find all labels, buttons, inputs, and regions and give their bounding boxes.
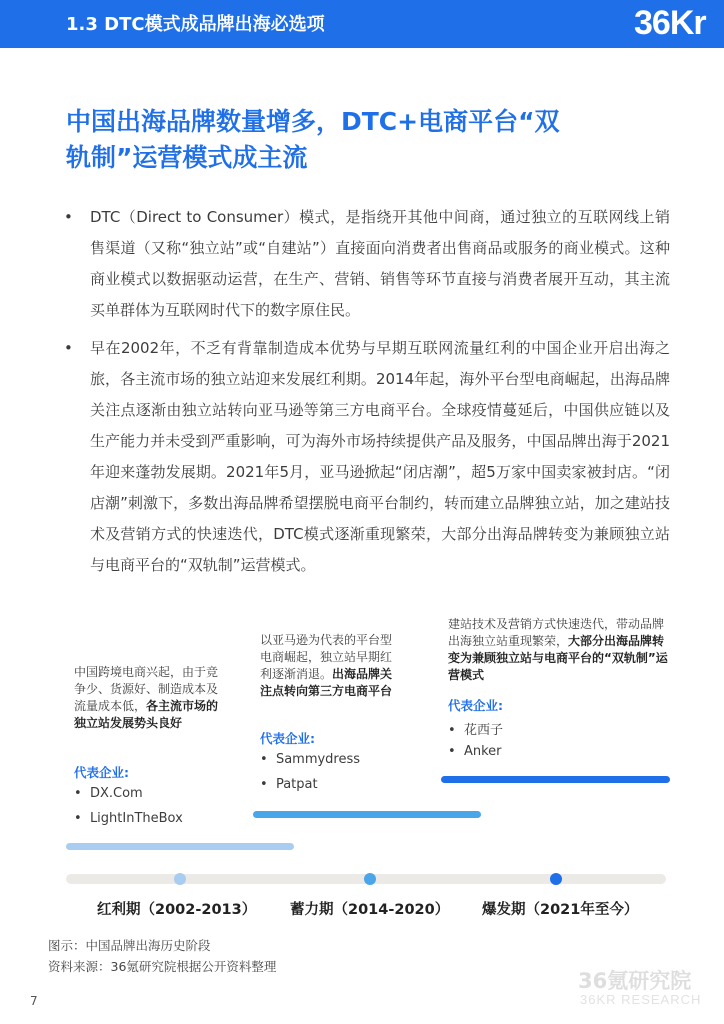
source-caption: 资料来源：36氪研究院根据公开资料整理 xyxy=(48,959,277,974)
phase-2-desc-normal: 以亚马逊为代表的平台型电商崛起，独立站早期红利逐渐消退。 xyxy=(260,633,393,681)
figure-caption: 图示：中国品牌出海历史阶段 xyxy=(48,938,211,953)
phase-1-dot xyxy=(174,873,186,885)
bullet-paragraph-dtc xyxy=(66,202,670,326)
headline-line-1: 中国出海品牌数量增多，DTC+电商平台“双 xyxy=(66,107,560,136)
phase-3-dot xyxy=(550,873,562,885)
phase-2-company-1: • Sammydress xyxy=(260,752,361,767)
phase-3-desc-normal: 建站技术及营销方式快速迭代，带动品牌出海独立站重现繁荣， xyxy=(448,617,665,648)
phase-1-company-1: • DX.Com xyxy=(74,786,143,801)
phase-1-rep-label: 代表企业: xyxy=(74,765,129,780)
phase-2-description xyxy=(260,632,400,700)
phase-3-company-1: • 花西子 xyxy=(448,723,503,738)
bullet-dot: • xyxy=(64,339,73,357)
bullet-text: 早在2002年，不乏有背靠制造成本优势与早期互联网流量红利的中国企业开启出海之旅，各主流市场的独立站迎来发展红利期。2014年起，海外平台型电商崛起，出海品牌关注点逐渐由独立站转向亚马逊等第三方电商平台。全球疫情蔓延后，中国供应链以及生产能力并未受到严重影响，可为海外市场持续提供产品及服务，中国品牌出海于2021年迎来蓬勃发展期。2021年5月，亚马逊掀起“闭店潮”，超5万家中国卖家被封店。“闭店潮”刺激下，多数出海品牌希望摆脱电商平台制约，转而建立品牌独立站，加之建站技术及营销方式的快速迭代，DTC模式逐渐重现繁荣，大部分出海品牌转变为兼顾独立站与电商平台的“双轨制”运营模式。 xyxy=(90,339,670,574)
phase-2-desc-bold: 出海品牌关注点转向第三方电商平台 xyxy=(260,667,393,698)
phase-2-company-2: • Patpat xyxy=(260,777,318,792)
bullet-text: DTC（Direct to Consumer）模式，是指绕开其他中间商，通过独立的互联网线上销售渠道（又称“独立站”或“自建站”）直接面向消费者出售商品或服务的商业模式。这种商业模式以数据驱动运营，在生产、营销、销售等环节直接与消费者展开互动，其主流买单群体为互联网时代下的数字原住民。 xyxy=(90,208,670,319)
phase-3-desc-bold: 大部分出海品牌转变为兼顾独立站与电商平台的“双轨制”运营模式 xyxy=(448,634,668,682)
phase-2-bar xyxy=(253,811,481,818)
bullet-paragraph-history xyxy=(66,333,670,581)
phase-1-period: 红利期（2002-2013） xyxy=(97,902,257,918)
phase-2-dot xyxy=(364,873,376,885)
phase-3-period: 爆发期（2021年至今） xyxy=(482,902,639,918)
watermark-cn: 36氪研究院 xyxy=(578,969,692,993)
logo-text: 36Kr xyxy=(634,4,706,42)
phase-1-desc-normal: 中国跨境电商兴起，由于竞争少、货源好、制造成本及流量成本低， xyxy=(74,665,219,713)
phase-1-bar xyxy=(66,843,294,850)
bullet-dot: • xyxy=(64,208,73,226)
headline-line-2: 轨制”运营模式成主流 xyxy=(66,143,308,172)
header-bar xyxy=(0,0,724,48)
phase-2-rep-label: 代表企业: xyxy=(260,731,315,746)
page-headline xyxy=(66,104,696,176)
phase-2-period: 蓄力期（2014-2020） xyxy=(290,902,450,918)
brand-logo xyxy=(634,0,724,48)
page-number: 7 xyxy=(30,994,38,1008)
phase-1-company-2: • LightInTheBox xyxy=(74,811,183,826)
phase-3-rep-label: 代表企业: xyxy=(448,698,503,713)
phase-3-bar xyxy=(441,776,670,783)
phase-1-desc-bold: 各主流市场的独立站发展势头良好 xyxy=(74,699,219,730)
phase-3-company-2: • Anker xyxy=(448,744,502,759)
watermark-en: 36KR RESEARCH xyxy=(580,992,702,1007)
section-title: 1.3 DTC模式成品牌出海必选项 xyxy=(66,14,325,35)
phase-3-description xyxy=(448,616,674,684)
phase-1-description xyxy=(74,664,220,732)
